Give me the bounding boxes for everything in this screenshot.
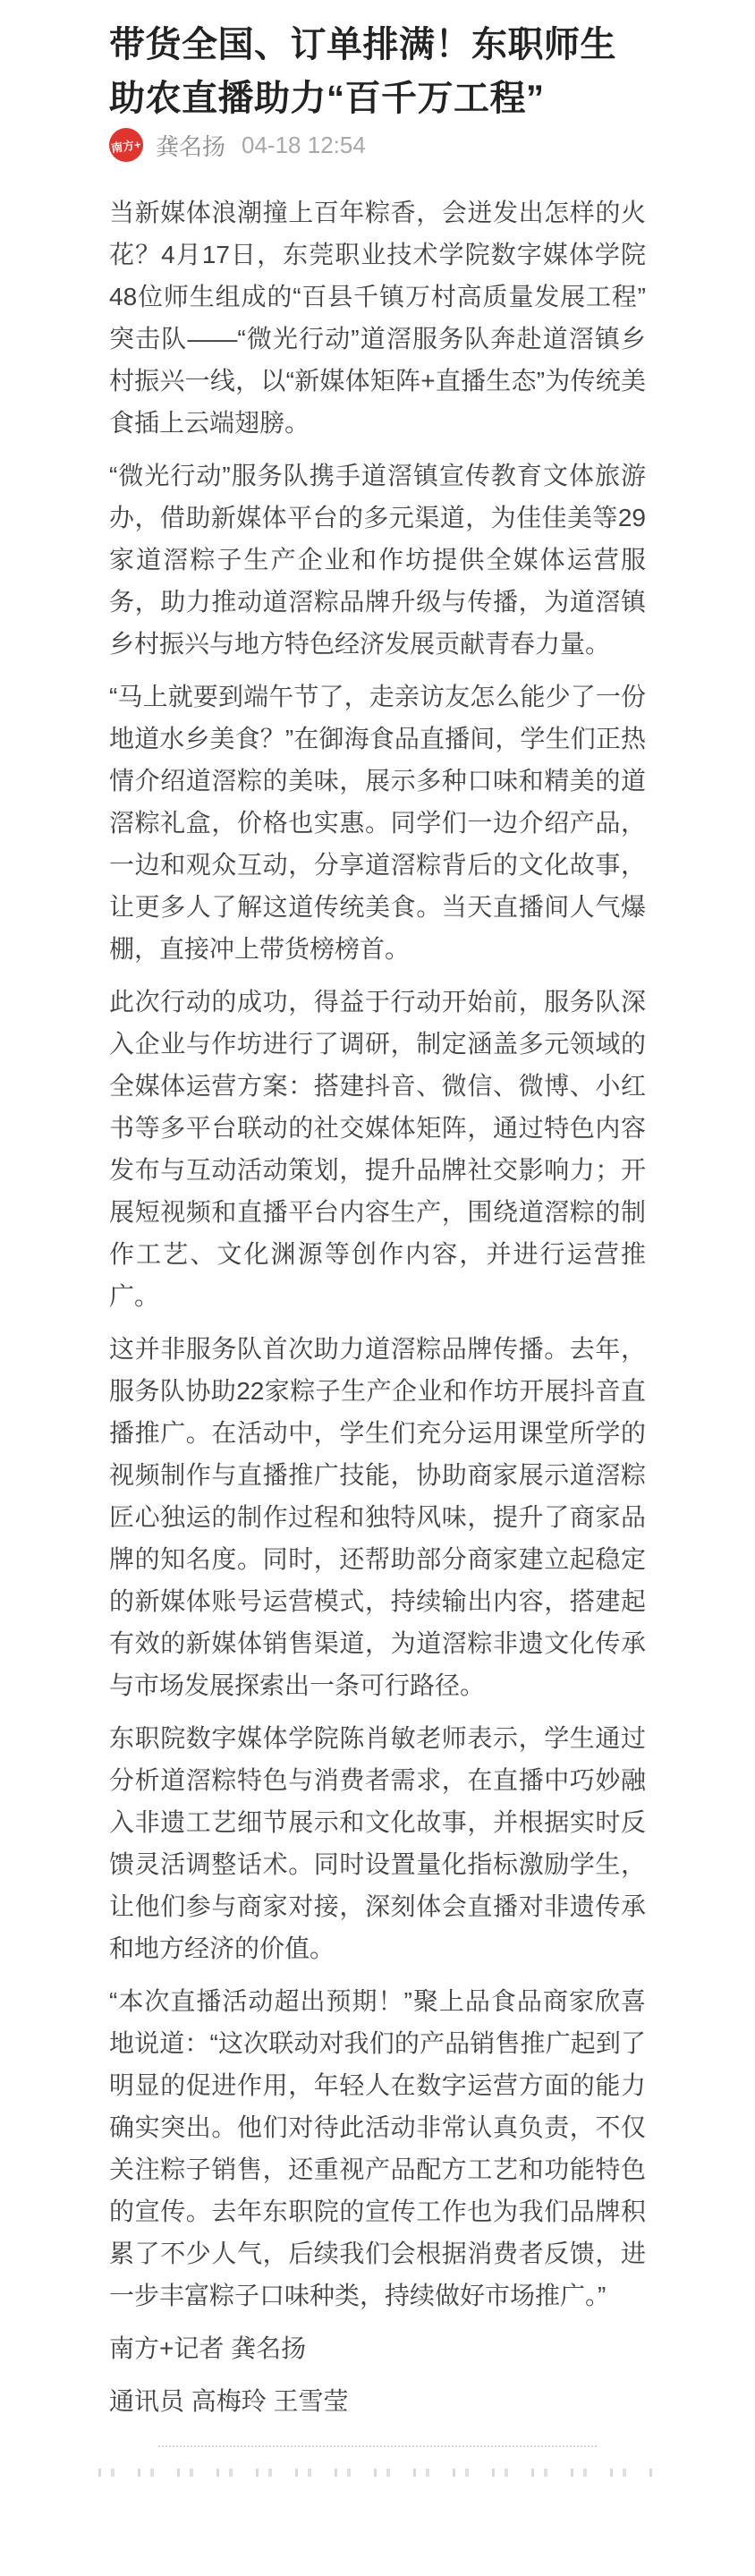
dotted-divider xyxy=(158,2445,597,2447)
author-row xyxy=(109,127,646,163)
nanfang-plus-logo-text: 南方+ xyxy=(110,137,142,155)
article-body xyxy=(109,191,646,2422)
article-paragraph: “马上就要到端午节了，走亲访友怎么能少了一份地道水乡美食？”在御海食品直播间，学生们正热情介绍道滘粽的美味，展示多种口味和精美的道滘粽礼盒，价格也实惠。同学们一边介绍产品，一边和观众互动，分享道滘粽背后的文化故事，让更多人了解这道传统美食。当天直播间人气爆棚，直接冲上带货榜榜首。 xyxy=(109,683,646,963)
article-paragraph: “微光行动”服务队携手道滘镇宣传教育文体旅游办，借助新媒体平台的多元渠道，为佳佳美等29家道滘粽子生产企业和作坊提供全媒体运营服务，助力推动道滘粽品牌升级与传播，为道滘镇乡村振兴与地方特色经济发展贡献青春力量。 xyxy=(109,462,646,658)
clipped-text-fragment xyxy=(98,2469,657,2477)
article-paragraph: “本次直播活动超出预期！”聚上品食品商家欣喜地说道：“这次联动对我们的产品销售推广起到了明显的促进作用，年轻人在数字运营方面的能力确实突出。他们对待此活动非常认真负责，不仅关注粽子销售，还重视产品配方工艺和功能特色的宣传。去年东职院的宣传工作也为我们品牌积累了不少人气，后续我们会根据消费者反馈，进一步丰富粽子口味种类，持续做好市场推广。” xyxy=(109,1987,646,2309)
article-paragraph: 此次行动的成功，得益于行动开始前，服务队深入企业与作坊进行了调研，制定涵盖多元领域的全媒体运营方案：搭建抖音、微信、微博、小红书等多平台联动的社交媒体矩阵，通过特色内容发布与互动活动策划，提升品牌社交影响力；开展短视频和直播平台内容生产，围绕道滘粽的制作工艺、文化渊源等创作内容，并进行运营推广。 xyxy=(109,988,646,1310)
avatar[interactable] xyxy=(109,128,143,162)
article-paragraph: 当新媒体浪潮撞上百年粽香，会迸发出怎样的火花？4月17日，东莞职业技术学院数字媒体学院48位师生组成的“百县千镇万村高质量发展工程”突击队——“微光行动”道滘服务队奔赴道滘镇乡村振兴一线，以“新媒体矩阵+直播生态”为传统美食插上云端翅膀。 xyxy=(109,199,646,437)
article-title: 带货全国、订单排满！东职师生助农直播助力“百千万工程” xyxy=(109,25,616,118)
article-paragraph: 东职院数字媒体学院陈肖敏老师表示，学生通过分析道滘粽特色与消费者需求，在直播中巧妙融入非遗工艺细节展示和文化故事，并根据实时反馈灵活调整话术。同时设置量化指标激励学生，让他们参与商家对接，深刻体会直播对非遗传承和地方经济的价值。 xyxy=(109,1724,646,1962)
byline-reporter: 南方+记者 龚名扬 xyxy=(109,2334,307,2362)
publish-timestamp: 04-18 12:54 xyxy=(242,131,366,158)
author-name[interactable]: 龚名扬 xyxy=(156,132,226,160)
byline-correspondent: 通讯员 高梅玲 王雪莹 xyxy=(109,2387,349,2415)
article-paragraph: 这并非服务队首次助力道滘粽品牌传播。去年，服务队协助22家粽子生产企业和作坊开展抖音直播推广。在活动中，学生们充分运用课堂所学的视频制作与直播推广技能，协助商家展示道滘粽匠心独运的制作过程和独特风味，提升了商家品牌的知名度。同时，还帮助部分商家建立起稳定的新媒体账号运营模式，持续输出内容，搭建起有效的新媒体销售渠道，为道滘粽非遗文化传承与市场发展探索出一条可行路径。 xyxy=(109,1335,646,1699)
